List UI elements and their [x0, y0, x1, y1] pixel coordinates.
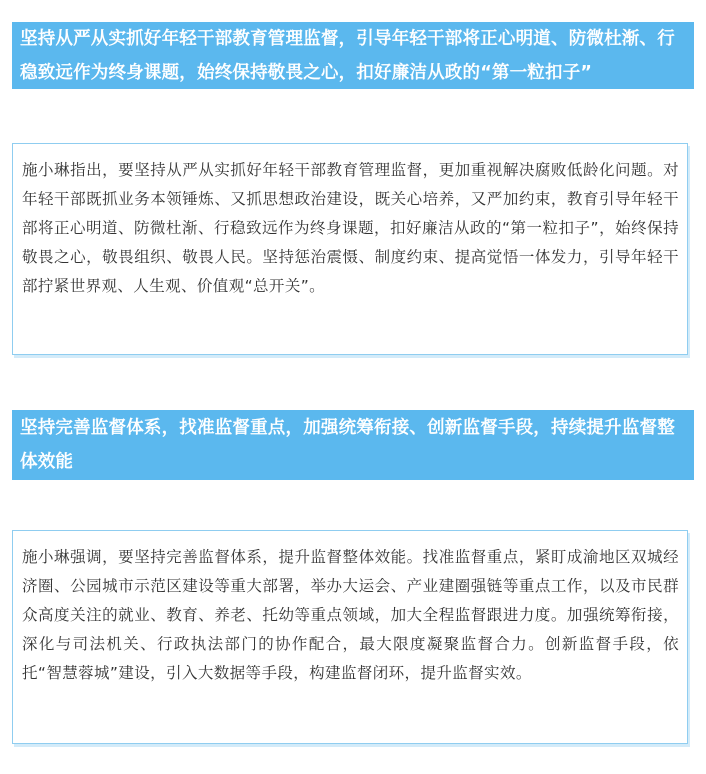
section-heading-1: 坚持从严从实抓好年轻干部教育管理监督，引导年轻干部将正心明道、防微杜渐、行稳致远作为终身课题，始终保持敬畏之心，扣好廉洁从政的“第一粒扣子” — [12, 22, 694, 89]
section-body-2 — [12, 530, 688, 744]
section-body-2-text: 施小琳强调，要坚持完善监督体系，提升监督整体效能。找准监督重点，紧盯成渝地区双城经济圈、公园城市示范区建设等重大部署，举办大运会、产业建圈强链等重点工作，以及市民群众高度关注的就业、教育、养老、托幼等重点领域，加大全程监督跟进力度。加强统筹衔接，深化与司法机关、行政执法部门的协作配合，最大限度凝聚监督合力。创新监督手段，依托“智慧蓉城”建设，引入大数据等手段，构建监督闭环，提升监督实效。 — [22, 548, 679, 682]
section-heading-2: 坚持完善监督体系，找准监督重点，加强统筹衔接、创新监督手段，持续提升监督整体效能 — [12, 410, 694, 480]
section-body-1 — [12, 143, 688, 355]
section-body-1-text: 施小琳指出，要坚持从严从实抓好年轻干部教育管理监督，更加重视解决腐败低龄化问题。对年轻干部既抓业务本领锤炼、又抓思想政治建设，既关心培养，又严加约束，教育引导年轻干部将正心明道、防微杜渐、行稳致远作为终身课题，扣好廉洁从政的“第一粒扣子”，始终保持敬畏之心，敬畏组织、敬畏人民。坚持惩治震慑、制度约束、提高觉悟一体发力，引导年轻干部拧紧世界观、人生观、价值观“总开关”。 — [22, 161, 679, 295]
